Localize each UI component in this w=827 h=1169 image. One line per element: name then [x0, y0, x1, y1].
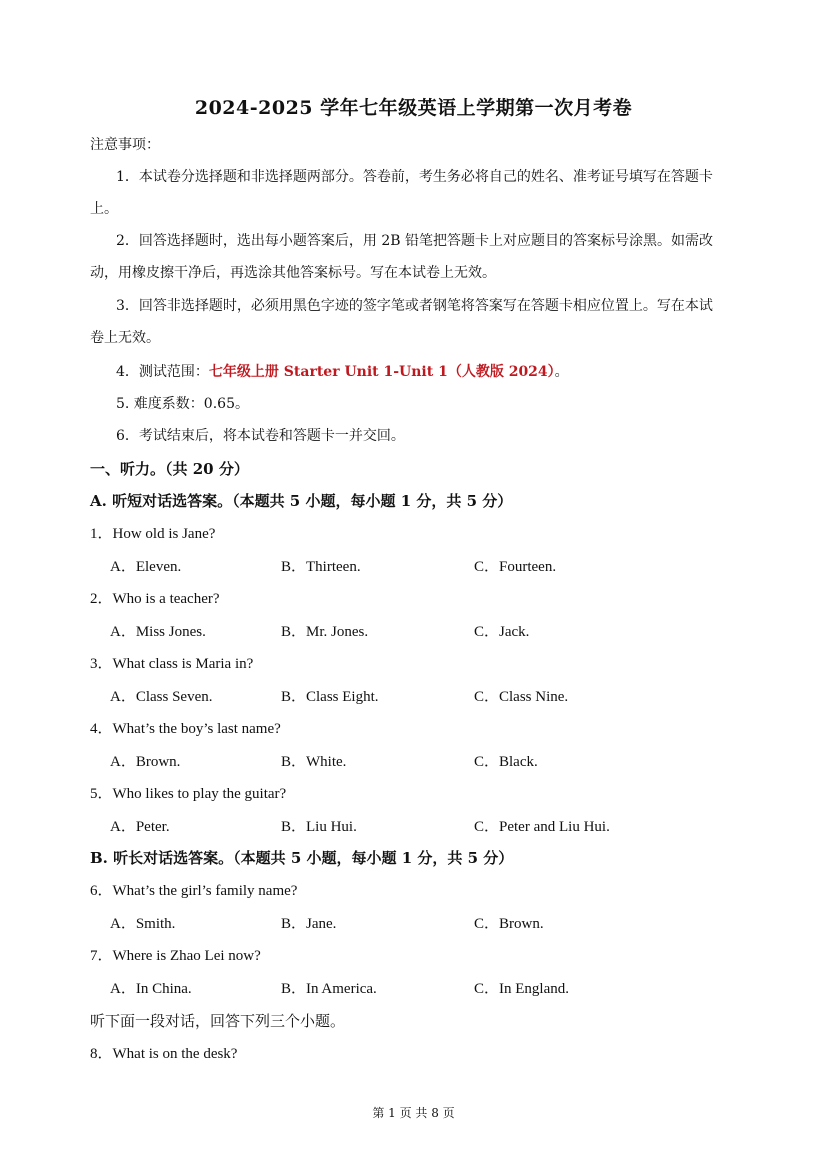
option-b: B．White.: [281, 754, 347, 770]
part-b-heading: B. 听长对话选答案。（本题共 5 小题，每小题 1 分，共 5 分）: [90, 849, 514, 867]
option-c: C．Peter and Liu Hui.: [474, 819, 610, 835]
test-range: 七年级上册 Starter Unit 1-Unit 1（人教版 2024）: [208, 364, 555, 380]
notice-item-2-line-2: 动，用橡皮擦干净后，再选涂其他答案标号。写在本试卷上无效。: [90, 265, 496, 281]
option-b: B．Jane.: [281, 916, 337, 932]
question-stem: 2．Who is a teacher?: [90, 591, 220, 607]
option-c: C．Jack.: [474, 624, 530, 640]
question-stem: 8．What is on the desk?: [90, 1046, 238, 1062]
notice-item-3-line-1: 3．回答非选择题时，必须用黑色字迹的签字笔或者钢笔将答案写在答题卡相应位置上。写在本试: [116, 298, 713, 314]
option-a: A．Peter.: [110, 819, 170, 835]
question-stem: 4．What’s the boy’s last name?: [90, 721, 281, 737]
option-c: C．Black.: [474, 754, 538, 770]
option-b: B．In America.: [281, 981, 377, 997]
notice-item-5: 5. 难度系数：0.65。: [116, 396, 249, 412]
notice-item-1-line-2: 上。: [90, 201, 118, 217]
question-stem: 6．What’s the girl’s family name?: [90, 883, 298, 899]
page-title: 2024-2025 学年七年级英语上学期第一次月考卷: [194, 97, 633, 119]
option-a: A．Miss Jones.: [110, 624, 206, 640]
notice-heading: 注意事项：: [90, 137, 160, 153]
option-a: A．Smith.: [110, 916, 176, 932]
option-b: B．Class Eight.: [281, 689, 379, 705]
option-b: B．Liu Hui.: [281, 819, 357, 835]
page-number: 第 1 页 共 8 页: [372, 1106, 455, 1120]
option-c: C．Fourteen.: [474, 559, 557, 575]
notice-item-4-prefix: 4．测试范围：: [116, 364, 209, 380]
question-stem: 3．What class is Maria in?: [90, 656, 254, 672]
dialog-instruction: 听下面一段对话，回答下列三个小题。: [90, 1012, 346, 1030]
option-a: A．In China.: [110, 981, 192, 997]
question-stem: 1．How old is Jane?: [90, 526, 216, 542]
notice-item-4: [116, 362, 766, 382]
option-a: A．Class Seven.: [110, 689, 213, 705]
question-stem: 5．Who likes to play the guitar?: [90, 786, 287, 802]
section-listening-heading: 一、听力。（共 20 分）: [90, 460, 249, 478]
option-a: A．Eleven.: [110, 559, 182, 575]
notice-item-1-line-1: 1．本试卷分选择题和非选择题两部分。答卷前，考生务必将自己的姓名、准考证号填写在答题卡: [116, 169, 713, 185]
option-c: C．Class Nine.: [474, 689, 569, 705]
part-a-heading: A. 听短对话选答案。（本题共 5 小题，每小题 1 分，共 5 分）: [90, 492, 513, 510]
notice-item-6: 6．考试结束后，将本试卷和答题卡一并交回。: [116, 428, 405, 444]
notice-item-3-line-2: 卷上无效。: [90, 330, 160, 346]
notice-item-2-line-1: 2．回答选择题时，选出每小题答案后，用 2B 铅笔把答题卡上对应题目的答案标号涂黑。如需改: [116, 233, 714, 249]
question-stem: 7．Where is Zhao Lei now?: [90, 948, 261, 964]
notice-item-4-suffix: 。: [554, 364, 569, 380]
option-a: A．Brown.: [110, 754, 181, 770]
option-b: B．Mr. Jones.: [281, 624, 369, 640]
option-b: B．Thirteen.: [281, 559, 361, 575]
option-c: C．Brown.: [474, 916, 544, 932]
option-c: C．In England.: [474, 981, 569, 997]
